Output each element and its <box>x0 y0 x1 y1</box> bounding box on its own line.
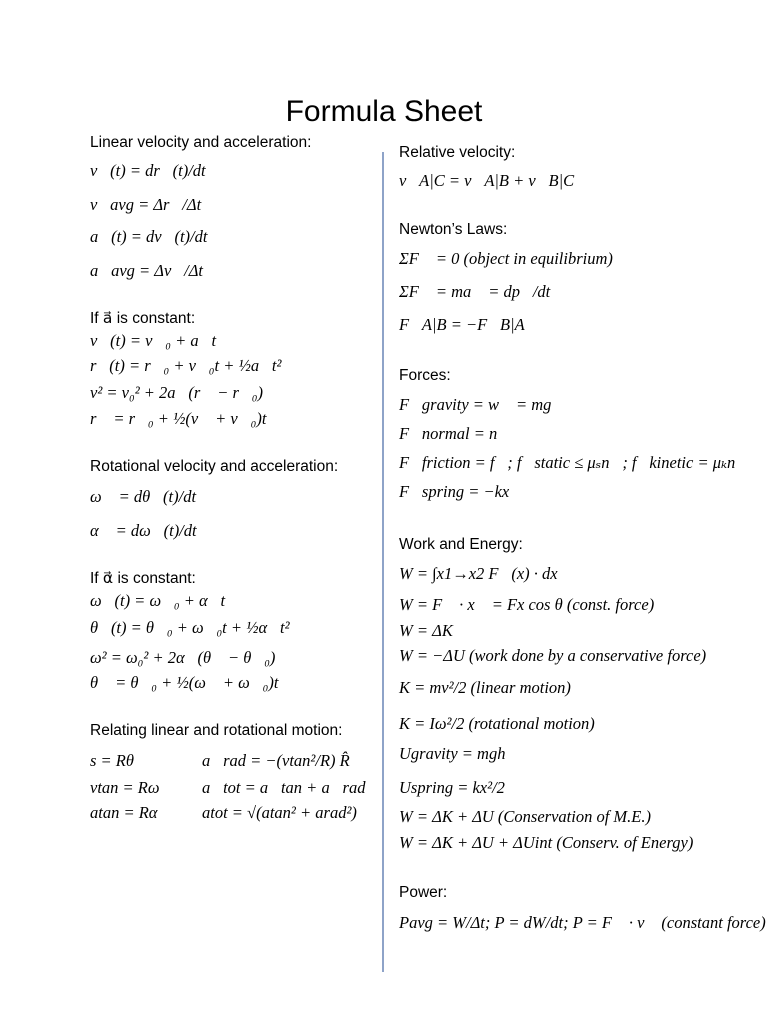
equation: θ⃗(t) = θ⃗₀ + ω⃗₀t + ½α⃗t² <box>90 618 290 637</box>
equation: a⃗avg = Δv⃗/Δt <box>90 261 203 280</box>
equation: a⃗tot = a⃗tan + a⃗rad <box>202 778 366 797</box>
equation: K = mv²/2 (linear motion) <box>399 678 571 697</box>
equation: v⃗(t) = dr⃗(t)/dt <box>90 161 206 180</box>
equation: r⃗ = r⃗₀ + ½(v⃗ + v⃗₀)t <box>90 409 267 428</box>
equation: α⃗ = dω⃗(t)/dt <box>90 521 197 540</box>
equation: W = ΔK + ΔU + ΔUint (Conserv. of Energy) <box>399 833 694 852</box>
equation: F⃗friction = f⃗; f⃗static ≤ μₛn⃗; f⃗kinetic = μₖn⃗ <box>399 453 749 472</box>
equation: F⃗A|B = −F⃗B|A <box>399 315 525 334</box>
linear-heading: Linear velocity and acceleration: <box>90 134 312 151</box>
equation: atan = Rα <box>90 803 158 822</box>
equation: v⃗A|C = v⃗A|B + v⃗B|C <box>399 171 575 190</box>
equation: r⃗(t) = r⃗₀ + v⃗₀t + ½a⃗t² <box>90 356 282 375</box>
const-a-heading: If a⃗ is constant: <box>90 310 196 327</box>
newtons-laws-heading: Newton’s Laws: <box>399 221 508 238</box>
equation: Uspring = kx²/2 <box>399 778 505 797</box>
equation: ΣF⃗ = 0 (object in equilibrium) <box>399 249 613 268</box>
equation: K = Iω²/2 (rotational motion) <box>399 714 595 733</box>
equation: F⃗gravity = w⃗ = mg⃗ <box>399 395 565 414</box>
equation: θ⃗ = θ⃗₀ + ½(ω⃗ + ω⃗₀)t <box>90 673 279 692</box>
equation: vtan = Rω <box>90 778 160 797</box>
equation: s = Rθ <box>90 751 134 770</box>
equation: a⃗(t) = dv⃗(t)/dt <box>90 227 208 246</box>
equation: Ugravity = mgh <box>399 744 506 763</box>
equation: W = ∫x1→x2 F⃗(x) · dx⃗ <box>399 564 571 583</box>
equation: Pavg = W/Δt; P = dW/dt; P = F⃗ · v⃗ (constant force) <box>399 913 766 932</box>
equation: ω² = ω₀² + 2α⃗(θ⃗ − θ⃗₀) <box>90 648 276 667</box>
power-heading: Power: <box>399 884 448 901</box>
equation: ΣF⃗ = ma⃗ = dp⃗/dt <box>399 282 551 301</box>
forces-heading: Forces: <box>399 367 451 384</box>
equation: a⃗rad = −(vtan²/R) R̂ <box>202 751 350 770</box>
equation: ω⃗ = dθ⃗(t)/dt <box>90 487 197 506</box>
equation: W = ΔK + ΔU (Conservation of M.E.) <box>399 807 651 826</box>
equation: v² = v₀² + 2a⃗(r⃗ − r⃗₀) <box>90 383 264 402</box>
work-energy-heading: Work and Energy: <box>399 536 523 553</box>
column-divider <box>382 152 384 972</box>
const-alpha-heading: If α⃗ is constant: <box>90 570 196 587</box>
relative-velocity-heading: Relative velocity: <box>399 144 516 161</box>
equation: W = F⃗ · x⃗ = Fx cos θ (const. force) <box>399 595 655 614</box>
equation: F⃗spring = −kx⃗ <box>399 482 523 501</box>
page-title: Formula Sheet <box>285 95 483 128</box>
equation: v⃗(t) = v⃗₀ + a⃗t <box>90 331 217 350</box>
equation: ω⃗(t) = ω⃗₀ + α⃗t <box>90 591 226 610</box>
relating-heading: Relating linear and rotational motion: <box>90 722 343 739</box>
equation: atot = √(atan² + arad²) <box>202 803 357 822</box>
equation: F⃗normal = n⃗ <box>399 424 511 443</box>
equation: W = −ΔU (work done by a conservative force) <box>399 646 707 665</box>
equation: v⃗avg = Δr⃗/Δt <box>90 195 202 214</box>
equation: W = ΔK <box>399 621 453 640</box>
rotational-heading: Rotational velocity and acceleration: <box>90 458 339 475</box>
